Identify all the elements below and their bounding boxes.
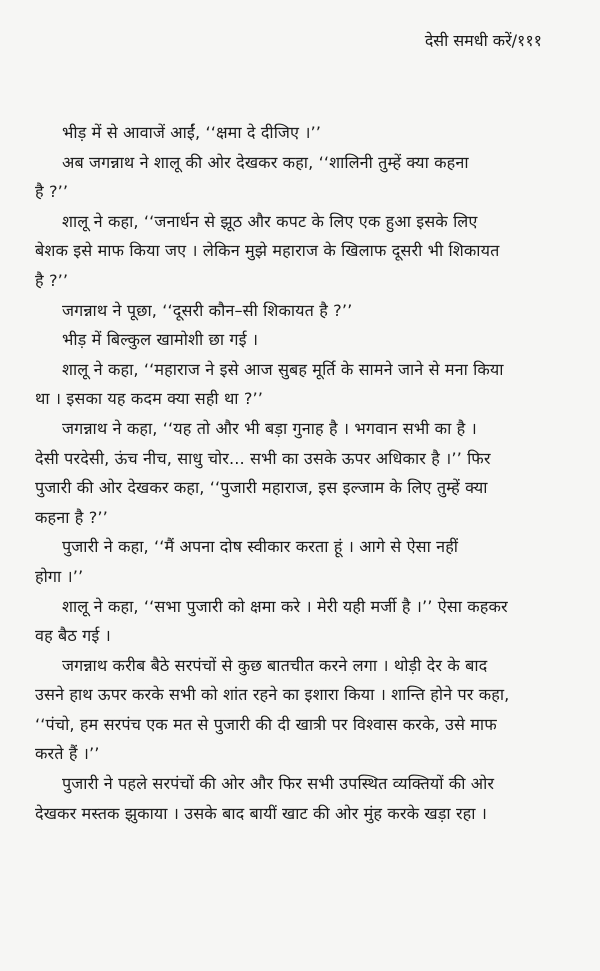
paragraph (35, 414, 565, 532)
text-line: ‘‘पंचो, हम सरपंच एक मत से पुजारी की दी खात्री पर विश्वास करके, उसे माफ (35, 714, 497, 734)
text-line: पुजारी ने पहले सरपंचों की ओर और फिर सभी उपस्थित व्यक्तियों की ओर (62, 774, 495, 794)
text-line: पुजारी की ओर देखकर कहा, ‘‘पुजारी महाराज, इस इल्जाम के लिए तुम्हें क्या (35, 478, 488, 498)
text-line: उसने हाथ ऊपर करके सभी को शांत रहने का इशारा किया । शान्ति होने पर कहा, (35, 685, 510, 705)
text-line: जगन्नाथ करीब बैठे सरपंचों से कुछ बातचीत करने लगा । थोड़ी देर के बाद (62, 655, 488, 675)
text-line: शालू ने कहा, ‘‘महाराज ने इसे आज सुबह मूर्ति के सामने जाने से मना किया (62, 359, 504, 379)
text-line: शालू ने कहा, ‘‘सभा पुजारी को क्षमा करे । मेरी यही मर्जी है ।’’ ऐसा कहकर (62, 596, 508, 616)
text-line: भीड़ में बिल्कुल खामोशी छा गई । (62, 330, 259, 350)
running-header: देसी समधी करें/१११ (424, 31, 542, 50)
paragraph (35, 207, 565, 296)
paragraph (35, 651, 565, 769)
text-line: भीड़ में से आवाजें आईं, ‘‘क्षमा दे दीजिए ।’’ (62, 123, 322, 142)
paragraph (35, 148, 565, 207)
text-line: बेशक इसे माफ किया जए । लेकिन मुझे महाराज के खिलाफ दूसरी भी शिकायत (35, 241, 500, 261)
paragraph (35, 118, 565, 148)
text-line: करते हैं ।’’ (35, 744, 100, 764)
text-line: पुजारी ने कहा, ‘‘मैं अपना दोष स्वीकार करता हूं । आगे से ऐसा नहीं (62, 537, 459, 557)
paragraph (35, 296, 565, 326)
text-line: देखकर मस्तक झुकाया । उसके बाद बायीं खाट की ओर मुंह करके खड़ा रहा । (35, 803, 488, 823)
body-text (35, 118, 565, 828)
text-line: शालू ने कहा, ‘‘जनार्धन से झूठ और कपट के लिए एक हुआ इसके लिए (62, 211, 478, 231)
text-line: अब जगन्नाथ ने शालू की ओर देखकर कहा, ‘‘शालिनी तुम्हें क्या कहना (62, 152, 469, 172)
text-line: होगा ।’’ (35, 566, 84, 586)
text-line: वह बैठ गई । (35, 626, 111, 646)
paragraph (35, 769, 565, 828)
text-line: है ?’’ (35, 270, 69, 290)
text-line: कहना है ?’’ (35, 507, 108, 527)
text-line: है ?’’ (35, 182, 69, 202)
text-line: था । इसका यह कदम क्या सही था ?’’ (35, 389, 264, 409)
paragraph (35, 355, 565, 414)
paragraph (35, 532, 565, 591)
text-line: देसी परदेसी, ऊंच नीच, साधु चोर... सभी का उसके ऊपर अधिकार है ।’’ फिर (35, 448, 491, 468)
paragraph (35, 592, 565, 651)
text-line: जगन्नाथ ने पूछा, ‘‘दूसरी कौन–सी शिकायत है ?’’ (62, 300, 353, 320)
paragraph (35, 325, 565, 355)
text-line: जगन्नाथ ने कहा, ‘‘यह तो और भी बड़ा गुनाह है । भगवान सभी का है । (62, 418, 477, 438)
